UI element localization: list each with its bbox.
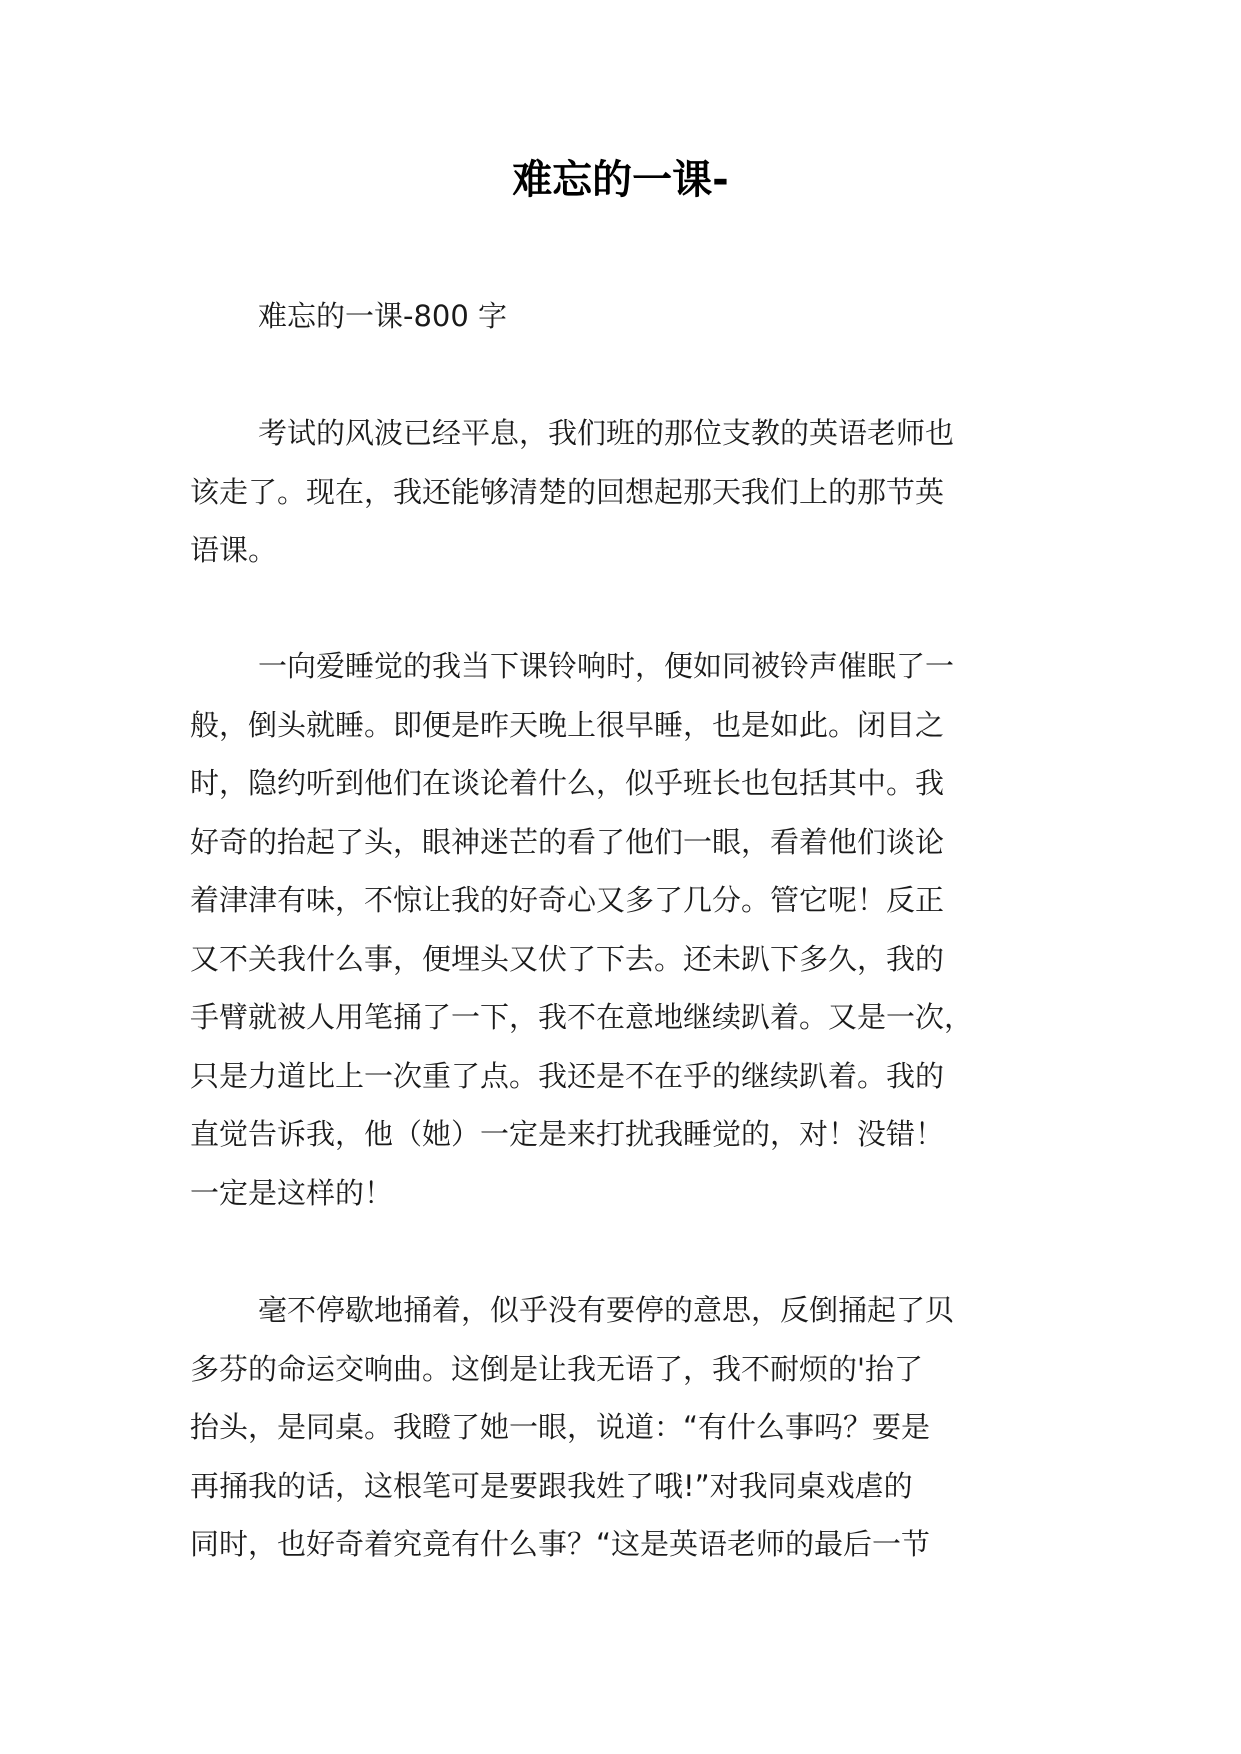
paragraph-line: 考试的风波已经平息，我们班的那位支教的英语老师也 [258, 416, 955, 450]
document-title: 难忘的一课- [512, 157, 729, 203]
paragraph-line: 多芬的命运交响曲。这倒是让我无语了，我不耐烦的'抬了 [190, 1351, 923, 1386]
document-subtitle [190, 287, 1070, 346]
paragraph-line: 时，隐约听到他们在谈论着什么，似乎班长也包括其中。我 [190, 766, 945, 800]
paragraph-2 [190, 637, 1070, 1222]
paragraph-line: 着津津有味，不惊让我的好奇心又多了几分。管它呢！反正 [190, 883, 945, 917]
paragraph-line: 又不关我什么事，便埋头又伏了下去。还未趴下多久，我的 [190, 941, 945, 976]
paragraph-line: 一向爱睡觉的我当下课铃响时，便如同被铃声催眠了一 [258, 649, 955, 683]
paragraph-line: 该走了。现在，我还能够清楚的回想起那天我们上的那节英 [190, 474, 945, 509]
paragraph-line: 同时，也好奇着究竟有什么事？“这是英语老师的最后一节 [190, 1527, 931, 1561]
paragraph-line: 好奇的抬起了头，眼神迷芒的看了他们一眼，看着他们谈论 [190, 824, 945, 859]
paragraph-line: 语课。 [190, 533, 278, 567]
paragraph-line: 毫不停歇地捅着，似乎没有要停的意思，反倒捅起了贝 [258, 1293, 955, 1327]
paragraph-line: 般，倒头就睡。即便是昨天晚上很早睡，也是如此。闭目之 [190, 707, 945, 742]
paragraph-line: 再捅我的话，这根笔可是要跟我姓了哦!”对我同桌戏虐的 [190, 1468, 913, 1503]
subtitle-line: 难忘的一课-800 字 [258, 299, 508, 333]
paragraph-3 [190, 1281, 1070, 1574]
paragraph-line: 直觉告诉我，他（她）一定是来打扰我睡觉的，对！没错！ [190, 1117, 945, 1151]
paragraph-line: 只是力道比上一次重了点。我还是不在乎的继续趴着。我的 [190, 1058, 945, 1093]
paragraph-line: 一定是这样的！ [190, 1175, 394, 1210]
paragraph-line: 抬头，是同桌。我瞪了她一眼，说道：“有什么事吗？要是 [190, 1410, 931, 1444]
paragraph-1 [190, 404, 1070, 580]
paragraph-line: 手臂就被人用笔捅了一下，我不在意地继续趴着。又是一次， [190, 1000, 974, 1034]
